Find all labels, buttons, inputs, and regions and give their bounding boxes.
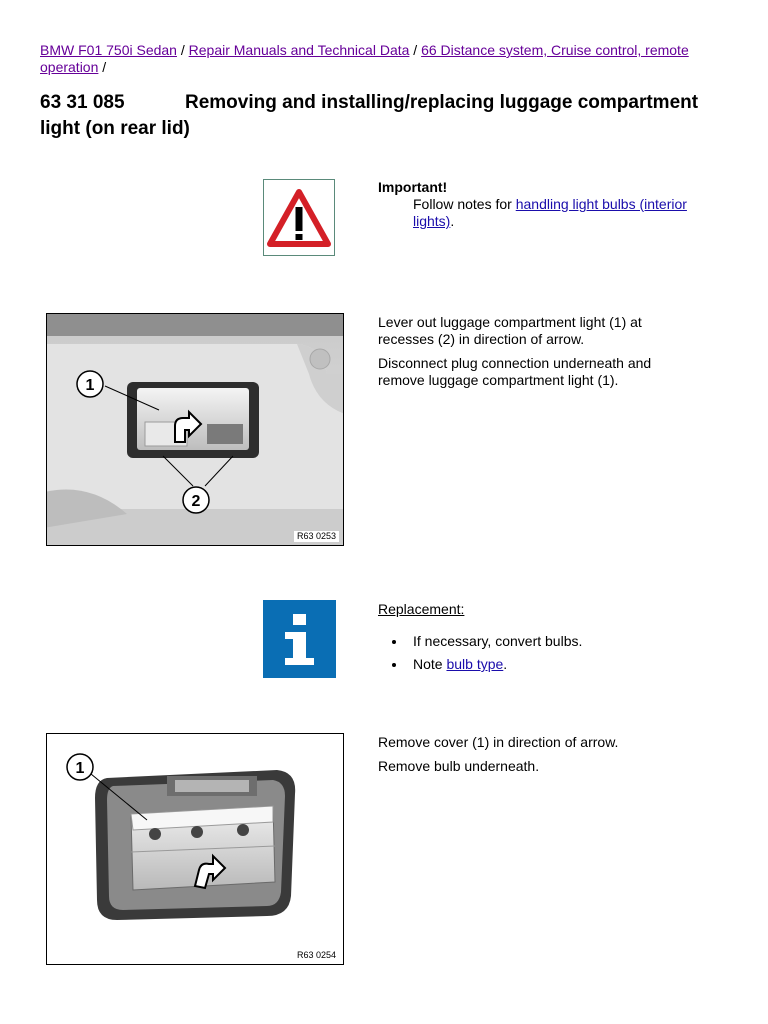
figure-light-cover-removal [46, 733, 344, 965]
figure2-callout-1: 1 [75, 760, 85, 777]
breadcrumb [40, 42, 730, 76]
step2-para2: Remove bulb underneath. [378, 758, 540, 774]
page-title [40, 90, 700, 142]
important-note [378, 179, 713, 230]
handling-light-bulbs-link[interactable]: handling light bulbs (interior lights) [413, 196, 687, 229]
step2-instructions [378, 734, 688, 782]
replacement-list [378, 633, 582, 673]
replacement-section [378, 601, 582, 679]
title-text: Removing and installing/replacing luggage compartment light (on rear lid) [40, 92, 699, 139]
step1-para2: Disconnect plug connection underneath and remove luggage compartment light (1). [378, 355, 652, 388]
bulb-type-link[interactable]: bulb type [446, 656, 504, 672]
figure1-code: R63 0253 [294, 531, 339, 542]
step1-instructions [378, 314, 688, 396]
breadcrumb-link-distance-system[interactable]: 66 Distance system, Cruise control, remote operation [40, 42, 689, 75]
list-item: If necessary, convert bulbs. [378, 633, 582, 650]
important-text-suffix: . [450, 213, 455, 229]
repair-number: 63 31 085 [40, 92, 125, 113]
breadcrumb-link-model[interactable]: BMW F01 750i Sedan [40, 42, 177, 58]
breadcrumb-link-manuals[interactable]: Repair Manuals and Technical Data [188, 42, 410, 58]
figure2-code: R63 0254 [294, 950, 339, 961]
figure-luggage-light-installed [46, 313, 344, 546]
important-text [378, 196, 713, 230]
breadcrumb-separator: / [413, 42, 418, 58]
important-text-prefix: Follow notes for [413, 196, 516, 212]
breadcrumb-separator: / [180, 42, 185, 58]
step1-para1: Lever out luggage compartment light (1) at recesses (2) in direction of arrow. [378, 314, 642, 347]
step2-para1: Remove cover (1) in direction of arrow. [378, 734, 619, 750]
bullet2-suffix: . [503, 656, 508, 672]
important-heading: Important! [378, 179, 448, 195]
breadcrumb-separator: / [102, 59, 107, 75]
figure1-callout-2: 2 [191, 493, 201, 510]
warning-triangle-icon [263, 179, 335, 256]
replacement-heading: Replacement: [378, 601, 465, 617]
info-icon [263, 600, 336, 678]
list-item [378, 656, 582, 673]
figure1-callout-1: 1 [85, 377, 95, 394]
bullet2-prefix: Note [413, 656, 447, 672]
